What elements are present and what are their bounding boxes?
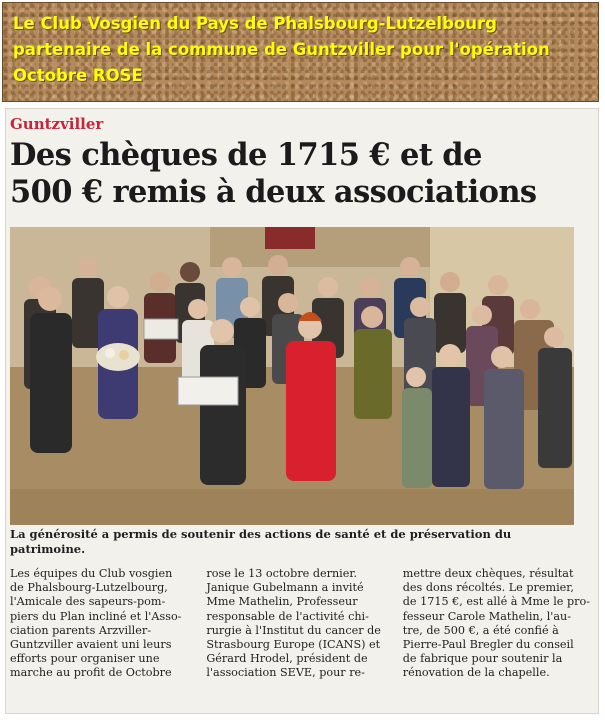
group-photo (10, 227, 574, 525)
col3-line: des dons récoltés. Le premier, (402, 581, 574, 595)
col2-line: rose le 13 octobre dernier. (206, 567, 358, 580)
col3-line: Pierre-Paul Bregler du conseil (402, 638, 574, 652)
banner-line-2: partenaire de la commune de Guntzviller pour l'opération (13, 40, 550, 59)
col2-line: Janique Gubelmann a invité (206, 581, 364, 595)
col2-line: Gérard Hrodel, président de (206, 652, 368, 666)
col2-line: responsable de l'activité chi- (206, 609, 369, 623)
col2-line: Mme Mathelin, Professeur (206, 595, 358, 609)
col3-line: tre, de 500 €, a été confié à (402, 623, 559, 637)
col2-line: rurgie à l'Institut du cancer de (206, 623, 381, 637)
col3-line: fesseur Carole Mathelin, l'au- (402, 609, 572, 623)
photo-caption: La générosité a permis de soutenir des actions de santé et de préservation du patrimoine. (10, 527, 512, 556)
col1-line: de Phalsbourg-Lutzelbourg, (10, 581, 168, 595)
col2-line: Strasbourg Europe (ICANS) et (206, 638, 381, 652)
col1-line: efforts pour organiser une (10, 652, 160, 666)
headline-line-2: 500 € remis à deux associations (10, 174, 537, 210)
headline-line-1: Des chèques de 1715 € et de (10, 137, 482, 173)
article-column-1 (10, 567, 196, 681)
cork-banner (2, 2, 599, 102)
col1-line: Guntzviller avaient uni leurs (10, 638, 172, 652)
col1-line: Les équipes du Club vosgien (10, 567, 173, 580)
col3-line: rénovation de la chapelle. (402, 666, 550, 680)
article-column-3 (403, 567, 590, 681)
col3-line: de 1715 €, est allé à Mme le pro- (402, 595, 591, 609)
banner-line-3: Octobre ROSE (13, 66, 143, 85)
headline (10, 137, 590, 211)
col3-line: mettre deux chèques, résultat (402, 567, 574, 580)
banner-line-1: Le Club Vosgien du Pays de Phalsbourg-Lutzelbourg (13, 14, 497, 33)
col2-line: l'association SEVE, pour re- (206, 666, 365, 680)
col3-line: de fabrique pour soutenir la (402, 652, 563, 666)
article-body (10, 567, 590, 681)
group-photo-illustration (10, 227, 574, 525)
col1-line: piers du Plan incliné et l'Asso- (10, 609, 182, 623)
col1-line: ciation parents Arzviller- (10, 623, 152, 637)
col1-line: l'Amicale des sapeurs-pom- (10, 595, 166, 609)
col1-line: marche au profit de Octobre (10, 666, 172, 680)
section-tag: Guntzviller (10, 115, 104, 133)
newspaper-clipping (5, 108, 599, 714)
article-column-2 (206, 567, 392, 681)
